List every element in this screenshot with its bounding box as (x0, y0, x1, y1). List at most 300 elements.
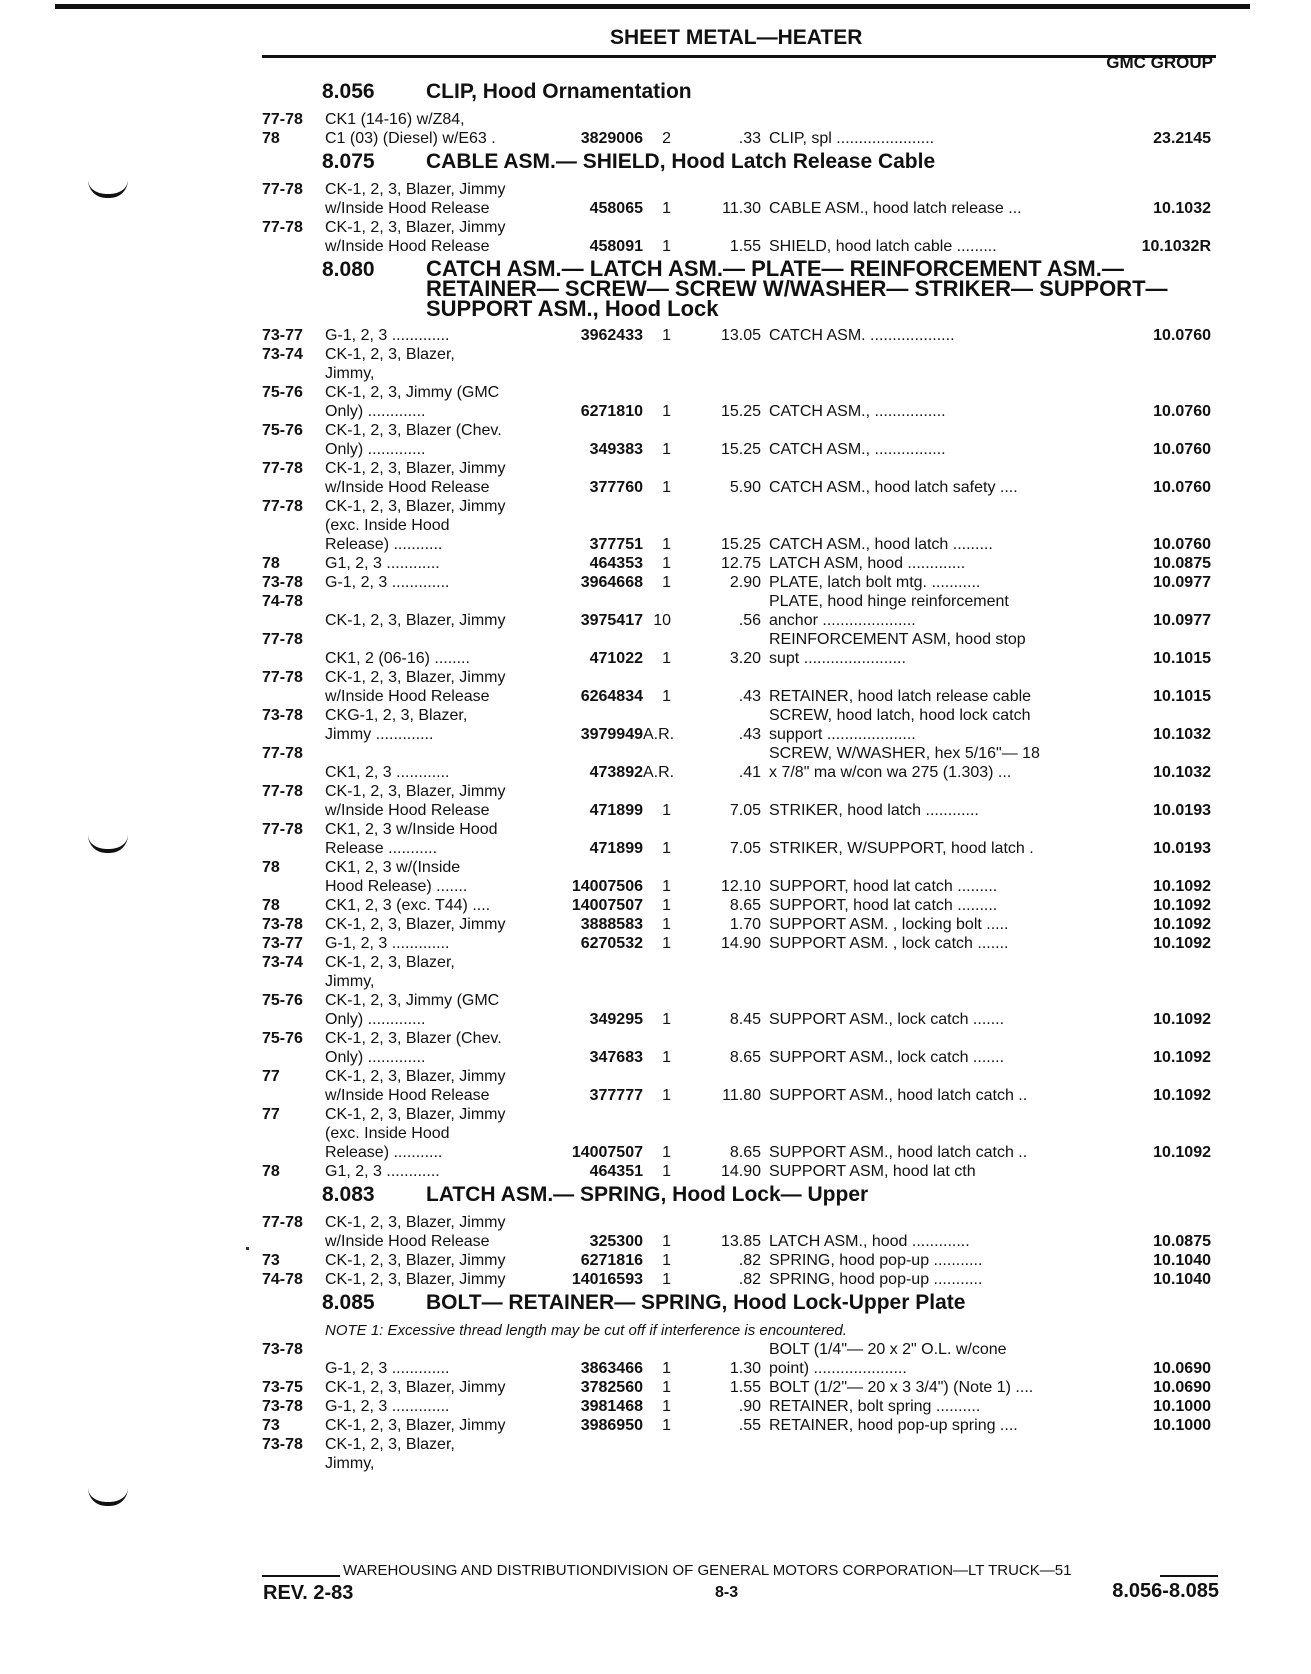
model-years: 73 (262, 1417, 280, 1434)
model-years: 77 (262, 1106, 280, 1123)
part-number: 6264834 (580, 688, 643, 705)
application: CK-1, 2, 3, Blazer, Jimmy (325, 612, 506, 629)
model-years: 75-76 (262, 992, 303, 1009)
quantity: A.R. (643, 764, 675, 781)
group-number: 10.1092 (1153, 1011, 1211, 1028)
description: SCREW, hood latch, hood lock catch support .................... (769, 707, 1031, 743)
application: CK-1, 2, 3, Blazer, Jimmy, (325, 346, 455, 382)
group-number: 23.2145 (1153, 130, 1211, 147)
description: SUPPORT, hood lat catch ......... (769, 897, 998, 914)
model-years: 73-77 (262, 935, 303, 952)
quantity: 1 (662, 1087, 671, 1104)
model-years: 77-78 (262, 783, 303, 800)
description: LATCH ASM., hood ............. (769, 1233, 970, 1250)
quantity: 1 (662, 1163, 671, 1180)
quantity: 2 (662, 130, 671, 147)
price: 15.25 (720, 441, 761, 458)
part-number: 3962433 (580, 327, 643, 344)
model-years: 78 (262, 555, 280, 572)
part-number: 14016593 (571, 1271, 643, 1288)
price: 1.30 (729, 1360, 761, 1377)
description: CLIP, spl ...................... (769, 130, 935, 147)
model-years: 77-78 (262, 498, 303, 515)
group-number: 10.1040 (1153, 1271, 1211, 1288)
application: CK-1, 2, 3, Blazer, Jimmy w/Inside Hood Release (325, 1214, 506, 1250)
group-number: 10.0760 (1153, 479, 1211, 496)
group-number: 10.1032 (1153, 200, 1211, 217)
quantity: 1 (662, 1144, 671, 1161)
table-row (262, 1162, 1218, 1181)
quantity: 1 (662, 916, 671, 933)
section-heading (262, 1292, 1218, 1314)
model-years: 73-78 (262, 707, 303, 724)
application: CK-1, 2, 3, Blazer, Jimmy (325, 1271, 506, 1288)
price: 1.70 (729, 916, 761, 933)
footer-rule-left (262, 1575, 340, 1577)
part-number: 3986950 (580, 1417, 643, 1434)
section-heading (262, 81, 1218, 103)
price: 7.05 (729, 802, 761, 819)
application: G-1, 2, 3 ............. (325, 574, 450, 591)
group-label: GMC GROUP (1106, 53, 1213, 72)
application: CK-1, 2, 3, Blazer, Jimmy (325, 1379, 506, 1396)
application: CK-1, 2, 3, Blazer, Jimmy w/Inside Hood Release (325, 669, 506, 705)
quantity: 1 (662, 935, 671, 952)
price: 13.85 (720, 1233, 761, 1250)
application: G1, 2, 3 ............ (325, 555, 440, 572)
group-number: 10.0690 (1153, 1360, 1211, 1377)
quantity: 1 (662, 1271, 671, 1288)
section-heading (262, 1184, 1218, 1206)
application: CK-1, 2, 3, Jimmy (GMC Only) ............. (325, 384, 500, 420)
group-number: 10.0690 (1153, 1379, 1211, 1396)
binder-hole-mark (88, 180, 128, 198)
description: CATCH ASM., ................ (769, 441, 946, 458)
price: .82 (738, 1252, 761, 1269)
group-number: 10.1015 (1153, 650, 1211, 667)
model-years: 75-76 (262, 384, 303, 401)
binder-hole-mark (88, 835, 128, 853)
application: CK-1, 2, 3, Blazer, Jimmy (exc. Inside Hood Release) ........... (325, 498, 506, 553)
description: STRIKER, hood latch ............ (769, 802, 979, 819)
price: .90 (738, 1398, 761, 1415)
part-number: 6270532 (580, 935, 643, 952)
model-years: 74-78 (262, 593, 303, 610)
description: SUPPORT ASM. , locking bolt ..... (769, 916, 1009, 933)
quantity: 1 (662, 1417, 671, 1434)
application: CK-1, 2, 3, Blazer (Chev. Only) ............. (325, 422, 502, 458)
quantity: 1 (662, 403, 671, 420)
section-range: 8.056-8.085 (1112, 1580, 1219, 1602)
quantity: 1 (662, 650, 671, 667)
quantity: 1 (662, 1379, 671, 1396)
price: .56 (738, 612, 761, 629)
quantity: 1 (662, 688, 671, 705)
price: 8.45 (729, 1011, 761, 1028)
table-row (262, 180, 1218, 218)
model-years: 73-78 (262, 1436, 303, 1453)
part-number: 14007507 (571, 1144, 643, 1161)
table-row (262, 991, 1218, 1029)
description: SHIELD, hood latch cable ......... (769, 238, 997, 255)
application: CK1, 2, 3 ............ (325, 764, 450, 781)
model-years: 78 (262, 1163, 280, 1180)
part-number: 471899 (589, 840, 643, 857)
part-number: 349383 (589, 441, 643, 458)
description: SPRING, hood pop-up ........... (769, 1271, 983, 1288)
group-number: 10.1092 (1153, 878, 1211, 895)
group-number: 10.1032R (1141, 238, 1211, 255)
group-number: 10.1092 (1153, 935, 1211, 952)
section-title: LATCH ASM.— SPRING, Hood Lock— Upper (426, 1183, 869, 1206)
application: CK-1, 2, 3, Blazer, Jimmy (325, 1417, 506, 1434)
group-number: 10.1092 (1153, 1144, 1211, 1161)
section-heading (262, 151, 1218, 173)
description: BOLT (1/4"— 20 x 2" O.L. w/cone point) ..................... (769, 1341, 1007, 1377)
price: 5.90 (729, 479, 761, 496)
model-years: 75-76 (262, 1030, 303, 1047)
description: CATCH ASM., hood latch ......... (769, 536, 993, 553)
quantity: 1 (662, 574, 671, 591)
table-row (262, 345, 1218, 383)
description: RETAINER, hood pop-up spring .... (769, 1417, 1018, 1434)
table-row (262, 1435, 1218, 1473)
group-number: 10.0193 (1153, 840, 1211, 857)
model-years: 77-78 (262, 460, 303, 477)
price: .43 (738, 726, 761, 743)
part-number: 464353 (589, 555, 643, 572)
part-number: 3863466 (580, 1360, 643, 1377)
group-number: 10.1015 (1153, 688, 1211, 705)
group-number: 10.0760 (1153, 327, 1211, 344)
table-row (262, 630, 1218, 668)
price: 8.65 (729, 1049, 761, 1066)
page-number: 8-3 (715, 1584, 739, 1601)
description: SPRING, hood pop-up ........... (769, 1252, 983, 1269)
model-years: 75-76 (262, 422, 303, 439)
model-years: 73-74 (262, 346, 303, 363)
application: CK1, 2 (06-16) ........ (325, 650, 470, 667)
group-number: 10.0977 (1153, 612, 1211, 629)
table-row (262, 1397, 1218, 1416)
table-row (262, 1416, 1218, 1435)
application: CK-1, 2, 3, Blazer, Jimmy w/Inside Hood Release (325, 783, 506, 819)
application: CK-1, 2, 3, Blazer, Jimmy w/Inside Hood Release (325, 460, 506, 496)
footer-text: WAREHOUSING AND DISTRIBUTIONDIVISION OF GENERAL MOTORS CORPORATION—LT TRUCK—51 (343, 1562, 1072, 1579)
model-years: 77-78 78 (262, 111, 303, 147)
quantity: 1 (662, 327, 671, 344)
table-row (262, 326, 1218, 345)
quantity: 1 (662, 840, 671, 857)
table-row (262, 953, 1218, 991)
group-number: 10.1092 (1153, 916, 1211, 933)
model-years: 77-78 (262, 745, 303, 762)
section-title: CLIP, Hood Ornamentation (426, 80, 692, 103)
model-years: 73 (262, 1252, 280, 1269)
table-row (262, 1378, 1218, 1397)
model-years: 73-78 (262, 1398, 303, 1415)
table-row (262, 554, 1218, 573)
price: .43 (738, 688, 761, 705)
model-years: 73-78 (262, 916, 303, 933)
revision-label: REV. 2-83 (263, 1582, 354, 1604)
table-row (262, 459, 1218, 497)
group-number: 10.0875 (1153, 555, 1211, 572)
model-years: 77-78 (262, 821, 303, 838)
table-row (262, 1213, 1218, 1251)
price: 13.05 (720, 327, 761, 344)
application: CK1, 2, 3 (exc. T44) .... (325, 897, 491, 914)
footer-rule-right (1160, 1575, 1218, 1577)
description: PLATE, hood hinge reinforcement anchor ..................... (769, 593, 1009, 629)
part-number: 471899 (589, 802, 643, 819)
section-number: 8.083 (322, 1183, 375, 1206)
quantity: A.R. (643, 726, 675, 743)
application: CKG-1, 2, 3, Blazer, Jimmy ............. (325, 707, 468, 743)
price: 7.05 (729, 840, 761, 857)
table-row (262, 573, 1218, 592)
model-years: 77 (262, 1068, 280, 1085)
application: CK-1, 2, 3, Blazer, Jimmy w/Inside Hood Release (325, 181, 506, 217)
application: CK1 (14-16) w/Z84, C1 (03) (Diesel) w/E63 . (325, 111, 496, 147)
group-number: 10.1032 (1153, 726, 1211, 743)
model-years: 73-78 (262, 574, 303, 591)
group-number: 10.1092 (1153, 1087, 1211, 1104)
table-row (262, 421, 1218, 459)
table-row (262, 668, 1218, 706)
section-number: 8.080 (322, 258, 375, 281)
description: SUPPORT ASM., hood latch catch .. (769, 1144, 1028, 1161)
application: CK-1, 2, 3, Blazer, Jimmy, (325, 1436, 455, 1472)
part-number: 325300 (589, 1233, 643, 1250)
section-title: BOLT— RETAINER— SPRING, Hood Lock-Upper Plate (426, 1291, 966, 1314)
description: REINFORCEMENT ASM, hood stop supt ....................... (769, 631, 1026, 667)
part-number: 3829006 (580, 130, 643, 147)
quantity: 1 (662, 555, 671, 572)
table-row (262, 744, 1218, 782)
table-row (262, 706, 1218, 744)
price: 15.25 (720, 403, 761, 420)
description: SUPPORT ASM. , lock catch ....... (769, 935, 1009, 952)
description: STRIKER, W/SUPPORT, hood latch . (769, 840, 1034, 857)
application: CK-1, 2, 3, Blazer, Jimmy (325, 1252, 506, 1269)
table-row (262, 592, 1218, 630)
price: 2.90 (729, 574, 761, 591)
model-years: 77-78 (262, 1214, 303, 1231)
group-number: 10.0760 (1153, 536, 1211, 553)
table-row (262, 1105, 1218, 1162)
model-years: 73-75 (262, 1379, 303, 1396)
table-row (262, 1067, 1218, 1105)
model-years: 74-78 (262, 1271, 303, 1288)
table-row (262, 934, 1218, 953)
group-number: 10.1032 (1153, 764, 1211, 781)
part-number: 458091 (589, 238, 643, 255)
price: 11.30 (722, 200, 761, 217)
part-number: 458065 (589, 200, 643, 217)
price: .82 (738, 1271, 761, 1288)
quantity: 1 (662, 802, 671, 819)
part-number: 3979949 (580, 726, 643, 743)
application: G-1, 2, 3 ............. (325, 1360, 450, 1377)
price: .55 (738, 1417, 761, 1434)
application: CK-1, 2, 3, Jimmy (GMC Only) ............. (325, 992, 500, 1028)
quantity: 1 (662, 1360, 671, 1377)
table-row (262, 1270, 1218, 1289)
description: SUPPORT ASM., lock catch ....... (769, 1011, 1005, 1028)
quantity: 1 (662, 1049, 671, 1066)
part-number: 3981468 (580, 1398, 643, 1415)
group-number: 10.0193 (1153, 802, 1211, 819)
table-row (262, 110, 1218, 148)
table-row (262, 497, 1218, 554)
description: RETAINER, hood latch release cable (769, 688, 1032, 705)
quantity: 1 (662, 441, 671, 458)
group-number: 10.1040 (1153, 1252, 1211, 1269)
section-title: CABLE ASM.— SHIELD, Hood Latch Release Cable (426, 150, 936, 173)
price: 14.90 (720, 1163, 761, 1180)
table-row (262, 896, 1218, 915)
section-title: CATCH ASM.— LATCH ASM.— PLATE— REINFORCEMENT ASM.— RETAINER— SCREW— SCREW W/WASHER— STRIKER— SUPPORT— SUPPORT ASM., Hood Lock (426, 256, 1168, 321)
description: SUPPORT ASM., hood latch catch .. (769, 1087, 1028, 1104)
stray-mark (246, 1247, 249, 1250)
part-number: 6271816 (580, 1252, 643, 1269)
application: CK-1, 2, 3, Blazer (Chev. Only) ............. (325, 1030, 502, 1066)
application: CK1, 2, 3 w/(Inside Hood Release) ....... (325, 859, 468, 895)
application: G-1, 2, 3 ............. (325, 327, 450, 344)
part-number: 377777 (589, 1087, 643, 1104)
table-row (262, 1340, 1218, 1378)
description: CABLE ASM., hood latch release ... (769, 200, 1022, 217)
table-row (262, 1251, 1218, 1270)
price: 12.75 (720, 555, 761, 572)
price: 8.65 (729, 1144, 761, 1161)
table-row (262, 218, 1218, 256)
quantity: 1 (662, 1233, 671, 1250)
part-number: 3888583 (580, 916, 643, 933)
part-number: 473892 (589, 764, 643, 781)
group-number: 10.1092 (1153, 1049, 1211, 1066)
part-number: 349295 (589, 1011, 643, 1028)
table-row (262, 915, 1218, 934)
price: 15.25 (720, 536, 761, 553)
quantity: 1 (662, 536, 671, 553)
model-years: 77-78 (262, 219, 303, 236)
top-rule (55, 4, 1250, 9)
group-number: 10.1000 (1153, 1398, 1211, 1415)
description: SUPPORT ASM, hood lat cth (769, 1163, 976, 1180)
price: 1.55 (729, 238, 761, 255)
group-number: 10.1000 (1153, 1417, 1211, 1434)
description: CATCH ASM. ................... (769, 327, 955, 344)
group-number: 10.1092 (1153, 897, 1211, 914)
part-number: 14007506 (571, 878, 643, 895)
model-years: 77-78 (262, 669, 303, 686)
price: .41 (738, 764, 761, 781)
section-heading (262, 256, 1218, 321)
table-row (262, 820, 1218, 858)
quantity: 1 (662, 1252, 671, 1269)
quantity: 1 (662, 1398, 671, 1415)
description: SUPPORT ASM., lock catch ....... (769, 1049, 1005, 1066)
price: 11.80 (722, 1087, 761, 1104)
parts-list (262, 78, 1218, 1473)
page-title: SHEET METAL—HEATER (610, 26, 863, 49)
section-number: 8.075 (322, 150, 375, 173)
price: 3.20 (729, 650, 761, 667)
part-number: 347683 (589, 1049, 643, 1066)
binder-hole-mark (88, 1488, 128, 1506)
table-row (262, 1029, 1218, 1067)
part-number: 3782560 (580, 1379, 643, 1396)
application: CK-1, 2, 3, Blazer, Jimmy w/Inside Hood Release (325, 1068, 506, 1104)
table-row (262, 383, 1218, 421)
price: 8.65 (729, 897, 761, 914)
description: LATCH ASM, hood ............. (769, 555, 966, 572)
part-number: 471022 (589, 650, 643, 667)
quantity: 1 (662, 1011, 671, 1028)
part-number: 14007507 (571, 897, 643, 914)
part-number: 377751 (589, 536, 643, 553)
application: CK-1, 2, 3, Blazer, Jimmy w/Inside Hood Release (325, 219, 506, 255)
model-years: 78 (262, 897, 280, 914)
group-number: 10.0977 (1153, 574, 1211, 591)
group-number: 10.0875 (1153, 1233, 1211, 1250)
quantity: 1 (662, 897, 671, 914)
part-number: 464351 (589, 1163, 643, 1180)
price: 14.90 (720, 935, 761, 952)
quantity: 1 (662, 238, 671, 255)
quantity: 10 (653, 612, 671, 629)
description: PLATE, latch bolt mtg. ........... (769, 574, 981, 591)
part-number: 377760 (589, 479, 643, 496)
application: CK-1, 2, 3, Blazer, Jimmy, (325, 954, 455, 990)
description: SCREW, W/WASHER, hex 5/16"— 18 x 7/8" ma w/con wa 275 (1.303) ... (769, 745, 1040, 781)
model-years: 73-78 (262, 1341, 303, 1358)
model-years: 73-77 (262, 327, 303, 344)
table-row (262, 782, 1218, 820)
header-rule (262, 55, 1216, 58)
price: .33 (738, 130, 761, 147)
section-note: NOTE 1: Excessive thread length may be cut off if interference is encountered. (325, 1322, 847, 1339)
group-number: 10.0760 (1153, 403, 1211, 420)
price: 1.55 (729, 1379, 761, 1396)
description: SUPPORT, hood lat catch ......... (769, 878, 998, 895)
table-row (262, 858, 1218, 896)
section-number: 8.056 (322, 80, 375, 103)
part-number: 3975417 (580, 612, 643, 629)
application: G1, 2, 3 ............ (325, 1163, 440, 1180)
application: CK1, 2, 3 w/Inside Hood Release ........... (325, 821, 498, 857)
description: CATCH ASM., hood latch safety .... (769, 479, 1018, 496)
section-number: 8.085 (322, 1291, 375, 1314)
application: G-1, 2, 3 ............. (325, 1398, 450, 1415)
application: G-1, 2, 3 ............. (325, 935, 450, 952)
description: RETAINER, bolt spring .......... (769, 1398, 981, 1415)
quantity: 1 (662, 479, 671, 496)
price: 12.10 (720, 878, 761, 895)
quantity: 1 (662, 200, 671, 217)
quantity: 1 (662, 878, 671, 895)
part-number: 6271810 (580, 403, 643, 420)
part-number: 3964668 (580, 574, 643, 591)
model-years: 77-78 (262, 631, 303, 648)
description: BOLT (1/2"— 20 x 3 3/4") (Note 1) .... (769, 1379, 1034, 1396)
description: CATCH ASM., ................ (769, 403, 946, 420)
application: CK-1, 2, 3, Blazer, Jimmy (325, 916, 506, 933)
application: CK-1, 2, 3, Blazer, Jimmy (exc. Inside Hood Release) ........... (325, 1106, 506, 1161)
model-years: 77-78 (262, 181, 303, 198)
